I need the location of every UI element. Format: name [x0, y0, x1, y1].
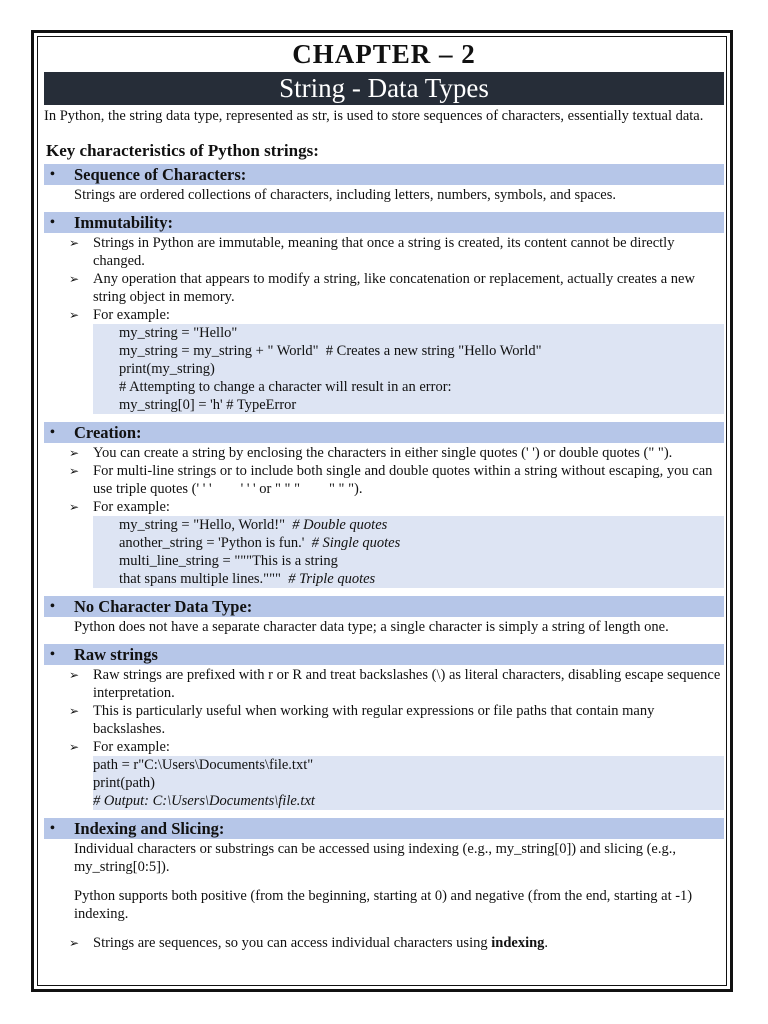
list-item: ➢ For example: — [69, 739, 170, 755]
section-indexing-heading — [44, 818, 724, 839]
list-item: ➢ For multi-line strings or to include both single and double quotes within a string without escaping, you can use triple quotes (' ' ' ' ' ' or " " " " " "). — [69, 463, 717, 497]
code-line: my_string = "Hello, World!" # Double quotes — [119, 517, 388, 533]
code-comment: # Output: C:\Users\Documents\file.txt — [93, 793, 315, 809]
section-raw-heading — [44, 644, 724, 665]
section-sequence-heading — [44, 164, 724, 185]
arrow-bullet-icon: ➢ — [69, 704, 80, 718]
section-no-char-heading — [44, 596, 724, 617]
arrow-bullet-icon: ➢ — [69, 464, 80, 478]
section-immutability-heading — [44, 212, 724, 233]
list-item: ➢ You can create a string by enclosing the characters in either single quotes (' ') or double quotes (" "). — [69, 445, 673, 461]
raw-points — [44, 666, 724, 756]
section-indexing-text-2: Python supports both positive (from the beginning, starting at 0) and negative (from the end, starting at -1) indexing. — [74, 888, 693, 922]
code-line: multi_line_string = """This is a string — [119, 553, 338, 569]
section-sequence-text: Strings are ordered collections of characters, including letters, numbers, symbols, and spaces. — [74, 187, 616, 203]
section-title: No Character Data Type: — [74, 597, 253, 616]
list-item: ➢ Any operation that appears to modify a string, like concatenation or replacement, actually creates a new string object in memory. — [69, 271, 695, 305]
key-characteristics-heading: Key characteristics of Python strings: — [46, 141, 319, 160]
section-no-char-text: Python does not have a separate character data type; a single character is simply a string of length one. — [74, 619, 669, 635]
arrow-bullet-icon: ➢ — [69, 446, 80, 460]
section-title: Immutability: — [74, 213, 173, 232]
code-line: my_string[0] = 'h' # TypeError — [119, 397, 297, 413]
chapter-heading: CHAPTER – 2 — [292, 39, 476, 69]
creation-code-block — [93, 516, 724, 588]
code-line: # Attempting to change a character will result in an error: — [119, 379, 452, 395]
list-item: ➢ Raw strings are prefixed with r or R and treat backslashes (\) as literal characters, disabling escape sequence interpretation. — [69, 667, 721, 701]
intro-paragraph: In Python, the string data type, represented as str, is used to store sequences of characters, essentially textual data. — [44, 108, 704, 124]
list-item: ➢ For example: — [69, 499, 170, 515]
section-title: Creation: — [74, 423, 142, 442]
document-content — [44, 36, 724, 952]
bullet-icon: • — [50, 599, 55, 614]
section-title: Indexing and Slicing: — [74, 819, 225, 838]
immutability-code-block — [93, 324, 724, 414]
code-line: path = r"C:\Users\Documents\file.txt" — [93, 757, 314, 773]
bullet-icon: • — [50, 167, 55, 182]
creation-points — [44, 444, 724, 516]
arrow-bullet-icon: ➢ — [69, 500, 80, 514]
arrow-bullet-icon: ➢ — [69, 668, 80, 682]
code-line: my_string = my_string + " World" # Creates a new string "Hello World" — [119, 343, 542, 359]
bullet-icon: • — [50, 425, 55, 440]
arrow-bullet-icon: ➢ — [69, 936, 80, 950]
section-creation-heading — [44, 422, 724, 443]
code-line: print(my_string) — [119, 361, 215, 377]
bullet-icon: • — [50, 821, 55, 836]
arrow-bullet-icon: ➢ — [69, 272, 80, 286]
arrow-bullet-icon: ➢ — [69, 308, 80, 322]
code-line: print(path) — [93, 775, 156, 791]
code-line: another_string = 'Python is fun.' # Single quotes — [119, 535, 401, 551]
list-item: ➢ This is particularly useful when working with regular expressions or file paths that contain many backslashes. — [69, 703, 655, 737]
raw-code-block — [93, 756, 724, 810]
indexing-points — [44, 934, 724, 952]
list-item: ➢ For example: — [69, 307, 170, 323]
section-title: Sequence of Characters: — [74, 165, 247, 184]
section-indexing-text-1: Individual characters or substrings can be accessed using indexing (e.g., my_string[0]) and slicing (e.g., my_string[0:5]). — [74, 841, 676, 875]
bullet-icon: • — [50, 215, 55, 230]
title-bar: String - Data Types — [44, 72, 724, 105]
section-title: Raw strings — [74, 645, 158, 664]
code-line: that spans multiple lines.""" # Triple quotes — [119, 571, 376, 587]
list-item: ➢ Strings are sequences, so you can access individual characters using indexing. — [69, 935, 549, 951]
immutability-points — [44, 234, 724, 324]
arrow-bullet-icon: ➢ — [69, 236, 80, 250]
arrow-bullet-icon: ➢ — [69, 740, 80, 754]
list-item: ➢ Strings in Python are immutable, meaning that once a string is created, its content cannot be directly changed. — [69, 235, 675, 269]
bullet-icon: • — [50, 647, 55, 662]
code-line: my_string = "Hello" — [119, 325, 238, 341]
